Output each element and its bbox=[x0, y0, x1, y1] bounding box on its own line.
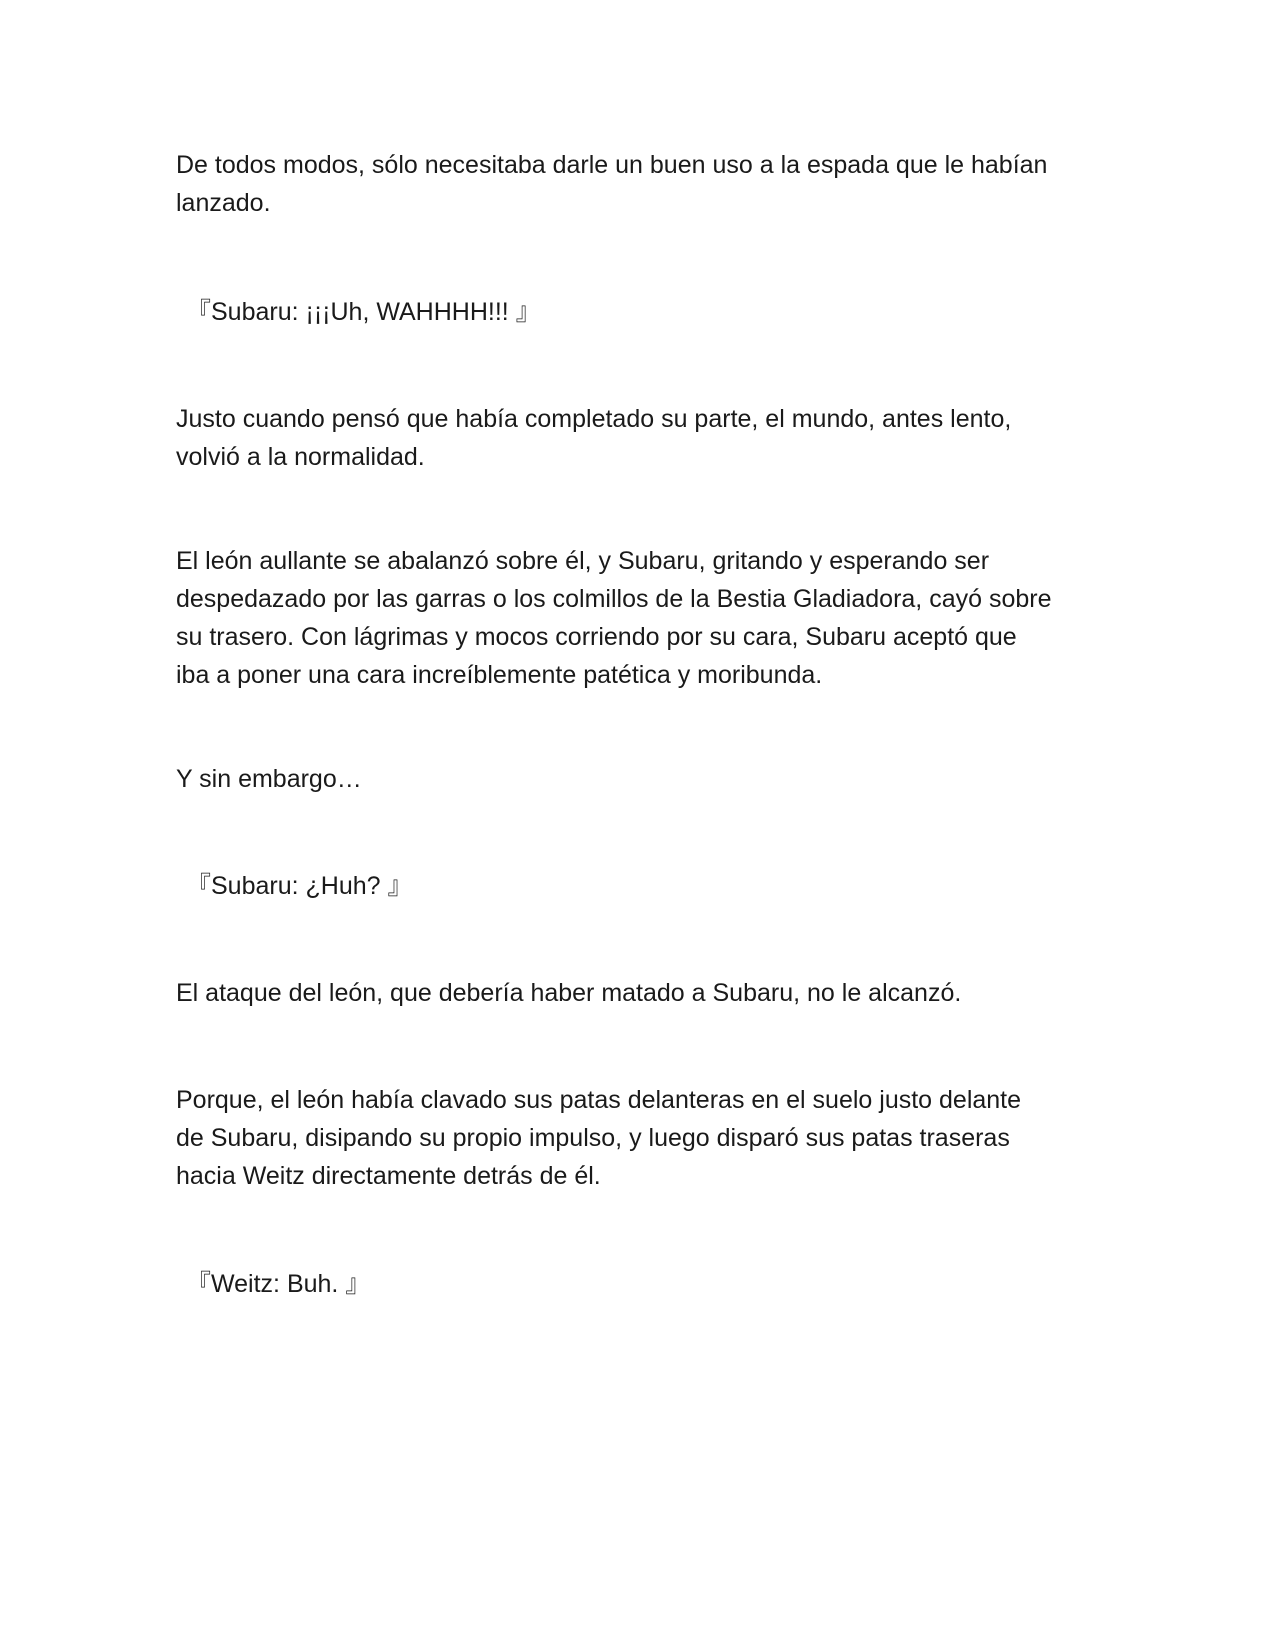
paragraph-3 bbox=[176, 542, 1106, 694]
paragraph-6-line-2: de Subaru, disipando su propio impulso, y luego disparó sus patas traseras bbox=[176, 1124, 1010, 1152]
dialogue-1-line-1: 『Subaru: ¡¡¡Uh, WAHHHH!!! 』 bbox=[186, 298, 541, 326]
paragraph-1-line-1: De todos modos, sólo necesitaba darle un buen uso a la espada que le habían bbox=[176, 151, 1048, 179]
paragraph-3-line-2: despedazado por las garras o los colmillos de la Bestia Gladiadora, cayó sobre bbox=[176, 585, 1052, 613]
paragraph-6 bbox=[176, 1081, 1106, 1195]
paragraph-1-line-2: lanzado. bbox=[176, 189, 271, 217]
paragraph-3-line-3: su trasero. Con lágrimas y mocos corriendo por su cara, Subaru aceptó que bbox=[176, 623, 1017, 651]
dialogue-3 bbox=[176, 1265, 1106, 1303]
paragraph-3-line-4: iba a poner una cara increíblemente patética y moribunda. bbox=[176, 661, 823, 689]
paragraph-5 bbox=[176, 974, 1106, 1012]
paragraph-2-line-1: Justo cuando pensó que había completado su parte, el mundo, antes lento, bbox=[176, 405, 1012, 433]
paragraph-2 bbox=[176, 400, 1106, 476]
dialogue-3-line-1: 『Weitz: Buh. 』 bbox=[186, 1270, 371, 1298]
paragraph-3-line-1: El león aullante se abalanzó sobre él, y Subaru, gritando y esperando ser bbox=[176, 547, 990, 575]
paragraph-6-line-1: Porque, el león había clavado sus patas delanteras en el suelo justo delante bbox=[176, 1086, 1022, 1114]
dialogue-1 bbox=[176, 293, 1106, 331]
paragraph-4-line-1: Y sin embargo… bbox=[176, 765, 362, 793]
paragraph-1 bbox=[176, 146, 1106, 222]
dialogue-2 bbox=[176, 867, 1106, 905]
paragraph-4 bbox=[176, 760, 1106, 798]
paragraph-2-line-2: volvió a la normalidad. bbox=[176, 443, 425, 471]
paragraph-6-line-3: hacia Weitz directamente detrás de él. bbox=[176, 1162, 601, 1190]
document-body bbox=[176, 146, 1106, 1303]
dialogue-2-line-1: 『Subaru: ¿Huh? 』 bbox=[186, 872, 413, 900]
paragraph-5-line-1: El ataque del león, que debería haber matado a Subaru, no le alcanzó. bbox=[176, 979, 962, 1007]
